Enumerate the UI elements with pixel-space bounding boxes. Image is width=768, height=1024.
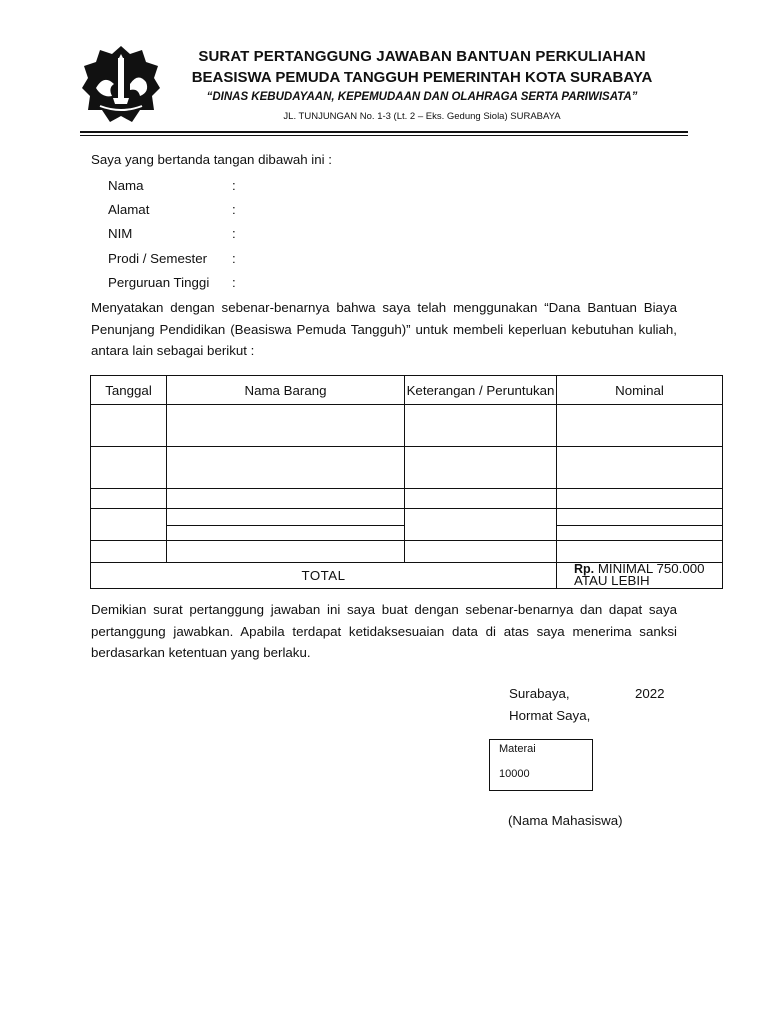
table-cell [557, 509, 723, 526]
table-cell [91, 541, 167, 563]
field-row-nim [108, 224, 242, 248]
table-row [91, 405, 723, 447]
table-cell [167, 447, 405, 489]
header-divider-thick [80, 131, 688, 133]
table-cell [557, 447, 723, 489]
table-cell [557, 489, 723, 509]
expense-table [90, 375, 723, 589]
signature-place-date [509, 684, 679, 706]
identity-fields [108, 176, 242, 297]
table-cell [167, 541, 405, 563]
table-cell [405, 405, 557, 447]
rp-label: Rp. [574, 562, 595, 576]
rp-note-line2: ATAU LEBIH [574, 573, 650, 588]
total-nominal-cell [557, 563, 723, 589]
table-header-row [91, 376, 723, 405]
table-total-row [91, 563, 723, 589]
table-cell [167, 509, 405, 526]
header-divider-thin [80, 135, 688, 136]
field-row-perguruan-tinggi [108, 273, 242, 297]
table-cell [91, 447, 167, 489]
closing-paragraph: Demikian surat pertanggung jawaban ini saya buat dengan sebenar-benarnya dan dapat saya pertanggung jawabkan. Apabila terdapat ketidaksesuaian data di atas saya menerima sanksi berdasarkan ketentuan yang berlaku. [91, 602, 677, 660]
field-label: Nama [108, 178, 144, 193]
table-cell [405, 509, 557, 541]
table-cell [91, 405, 167, 447]
table-cell [167, 489, 405, 509]
column-header-nominal: Nominal [557, 376, 723, 405]
table-cell [557, 405, 723, 447]
field-colon: : [232, 274, 236, 290]
table-row [91, 509, 723, 526]
table-row [91, 541, 723, 563]
surabaya-emblem-logo [80, 44, 162, 126]
letterhead-agency: “DINAS KEBUDAYAAN, KEPEMUDAAN DAN OLAHRAGA SERTA PARIWISATA” [206, 91, 638, 103]
table-cell [557, 541, 723, 563]
table-cell [557, 526, 723, 541]
statement-paragraph: Menyatakan dengan sebenar-benarnya bahwa saya telah menggunakan “Dana Bantuan Biaya Penunjang Pendidikan (Beasiswa Pemuda Tangguh)” untuk membeli keperluan kebutuhan kuliah, antara lain sebagai berikut : [91, 300, 677, 358]
column-header-nama-barang: Nama Barang [167, 376, 405, 405]
letterhead [172, 47, 672, 124]
field-row-alamat [108, 200, 242, 224]
table-cell [91, 509, 167, 541]
signature-place: Surabaya, [509, 686, 570, 701]
field-label: NIM [108, 226, 133, 242]
field-colon: : [232, 250, 236, 266]
letterhead-title-line2: BEASISWA PEMUDA TANGGUH PEMERINTAH KOTA SURABAYA [191, 69, 653, 86]
table-cell [167, 405, 405, 447]
stamp-label: Materai [499, 743, 536, 755]
stamp-value: 10000 [499, 768, 530, 780]
table-row [91, 447, 723, 489]
field-colon: : [232, 178, 236, 193]
field-colon: : [232, 226, 236, 242]
table-cell [405, 541, 557, 563]
rp-note-line1: MINIMAL 750.000 [597, 561, 705, 576]
stamp-box [489, 739, 593, 791]
signature-block [509, 684, 679, 726]
field-row-nama [108, 176, 242, 200]
table-cell [91, 489, 167, 509]
total-label: TOTAL [91, 563, 557, 589]
field-label: Perguruan Tinggi [108, 274, 210, 290]
column-header-tanggal: Tanggal [91, 376, 167, 405]
table-cell [405, 447, 557, 489]
signer-name: (Nama Mahasiswa) [508, 813, 623, 828]
field-label: Alamat [108, 202, 150, 218]
table-cell [167, 526, 405, 541]
intro-text: Saya yang bertanda tangan dibawah ini : [91, 152, 332, 167]
table-cell [405, 489, 557, 509]
field-row-prodi [108, 249, 242, 273]
letterhead-address: JL. TUNJUNGAN No. 1-3 (Lt. 2 – Eks. Gedung Siola) SURABAYA [283, 111, 561, 122]
signature-year: 2022 [635, 686, 665, 701]
signature-regards: Hormat Saya, [509, 708, 591, 723]
field-colon: : [232, 202, 236, 218]
table-row [91, 489, 723, 509]
field-label: Prodi / Semester [108, 250, 208, 266]
column-header-keterangan: Keterangan / Peruntukan [405, 376, 557, 405]
letterhead-title-line1: SURAT PERTANGGUNG JAWABAN BANTUAN PERKULIAHAN [198, 48, 646, 65]
